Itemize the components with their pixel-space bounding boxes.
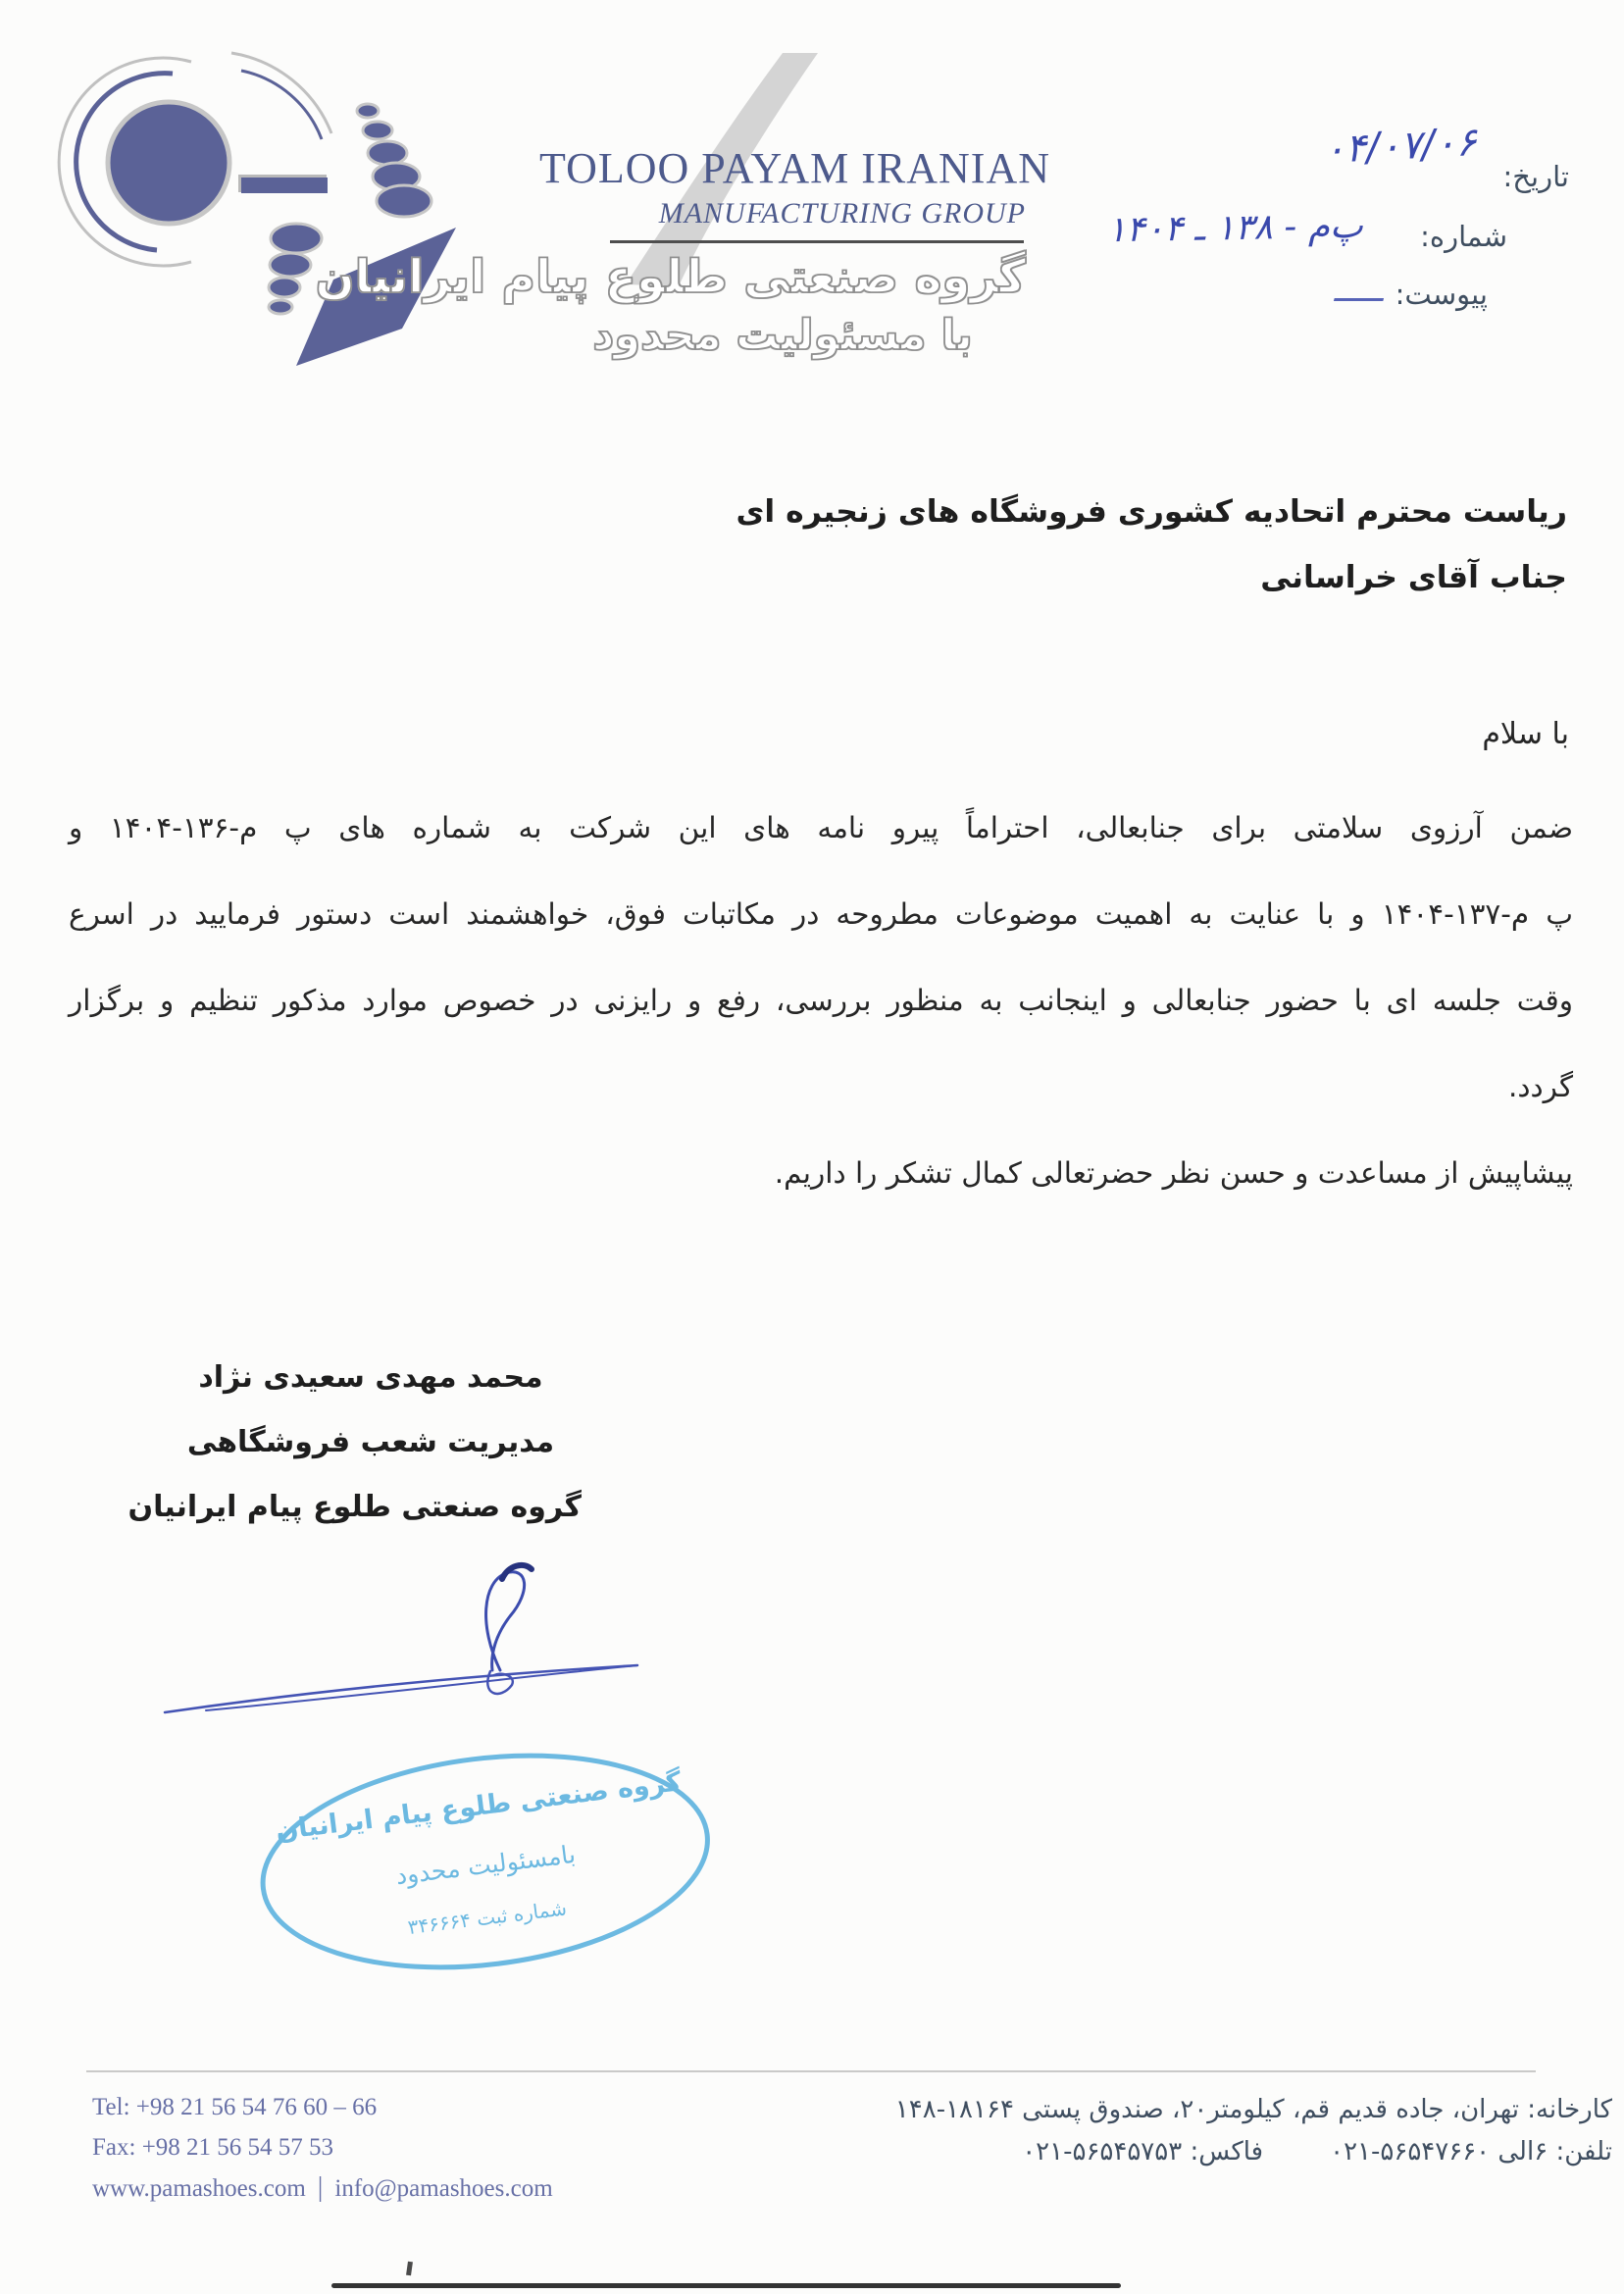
stamp-line-2: بامسئولیت محدود bbox=[393, 1839, 578, 1891]
signer-organization: گروه صنعتی طلوع پیام ایرانیان bbox=[127, 1490, 582, 1524]
footer-web-line bbox=[92, 2167, 553, 2209]
scan-artifact-line bbox=[331, 2283, 1121, 2288]
closing-line: پیشاپیش از مساعدت و حسن نظر حضرتعالی کمال تشکر را داریم. bbox=[774, 1156, 1573, 1190]
footer-phone-fax-line bbox=[895, 2131, 1612, 2173]
brand-subtitle-en: MANUFACTURING GROUP bbox=[658, 197, 1026, 229]
signature-block bbox=[127, 1346, 582, 1540]
footer-phone-fa: تلفن: ۶الی ۵۶۵۴۷۶۶۰-۰۲۱ bbox=[1330, 2137, 1612, 2167]
number-label: شماره: bbox=[1420, 220, 1507, 253]
body-line: ضمن آرزوی سلامتی برای جنابعالی، احتراماً پیرو نامه های این شرکت به شماره های پ م-۱۳۶-۱۴۰۴ و bbox=[69, 811, 1574, 844]
brand-name-fa: گروه صنعتی طلوع پیام ایرانیان bbox=[315, 250, 1026, 304]
footer-factory-line: کارخانه: تهران، جاده قدیم قم، کیلومتر۲۰، صندوق پستی ۱۸۱۶۴-۱۴۸ bbox=[894, 2095, 1612, 2124]
scan-artifact-speck bbox=[406, 2262, 413, 2276]
footer-contact-fa bbox=[895, 2089, 1612, 2173]
footer-website: www.pamashoes.com bbox=[92, 2175, 306, 2202]
signer-name: محمد مهدی سعیدی نژاد bbox=[198, 1360, 543, 1395]
stamp-line-3: شماره ثبت ۳۴۶۶۶۴ bbox=[406, 1896, 569, 1940]
attachment-label: پیوست: bbox=[1395, 278, 1488, 311]
signature-scribble bbox=[147, 1557, 682, 1763]
company-stamp bbox=[245, 1736, 731, 1996]
body-line: گردد. bbox=[1508, 1070, 1573, 1103]
brand-name-en: TOLOO PAYAM IRANIAN bbox=[539, 144, 1051, 192]
brand-rule bbox=[610, 240, 1024, 243]
date-label: تاریخ: bbox=[1502, 160, 1569, 193]
footer-fax-fa: فاکس: ۵۶۵۴۵۷۵۳-۰۲۱ bbox=[1022, 2137, 1264, 2167]
footer-fax-line: Fax: +98 21 56 54 57 53 bbox=[92, 2134, 334, 2161]
footer-email: info@pamashoes.com bbox=[334, 2175, 553, 2202]
recipient-block bbox=[736, 480, 1567, 611]
recipient-line-1: ریاست محترم اتحادیه کشوری فروشگاه های زنجیره ای bbox=[736, 494, 1567, 530]
stamp-line-1: گروه صنعتی طلوع پیام ایرانیان bbox=[274, 1766, 684, 1847]
signer-title: مدیریت شعب فروشگاهی bbox=[186, 1425, 555, 1459]
footer-contact-en bbox=[92, 2087, 553, 2209]
footer-divider bbox=[86, 2070, 1536, 2072]
body-paragraph bbox=[69, 785, 1573, 1216]
footer-tel-line: Tel: +98 21 56 54 76 60 – 66 bbox=[92, 2094, 378, 2120]
date-value-handwritten: ۰۴/۰۷/۰۶ bbox=[1323, 119, 1479, 174]
attachment-value-handwritten: ـــــ bbox=[1334, 271, 1383, 310]
letterhead-brand bbox=[315, 143, 1051, 363]
salutation: با سلام bbox=[1482, 717, 1569, 751]
recipient-line-2: جناب آقای خراسانی bbox=[1260, 560, 1567, 595]
footer-separator: | bbox=[317, 2172, 324, 2203]
number-value-handwritten: پ‌م - ۱۳۸ ـ ۱۴۰۴ bbox=[1106, 205, 1364, 251]
body-line: وقت جلسه ای با حضور جنابعالی و اینجانب به منظور بررسی، رفع و رایزنی در خصوص موارد مذکور تنظیم و برگزار bbox=[69, 984, 1573, 1017]
body-line: پ م-۱۳۷-۱۴۰۴ و با عنایت به اهمیت موضوعات مطروحه در مکاتبات فوق، خواهشمند است دستور فرمایید در اسرع bbox=[69, 897, 1573, 931]
brand-subtitle-fa: با مسئولیت محدود bbox=[592, 311, 973, 360]
